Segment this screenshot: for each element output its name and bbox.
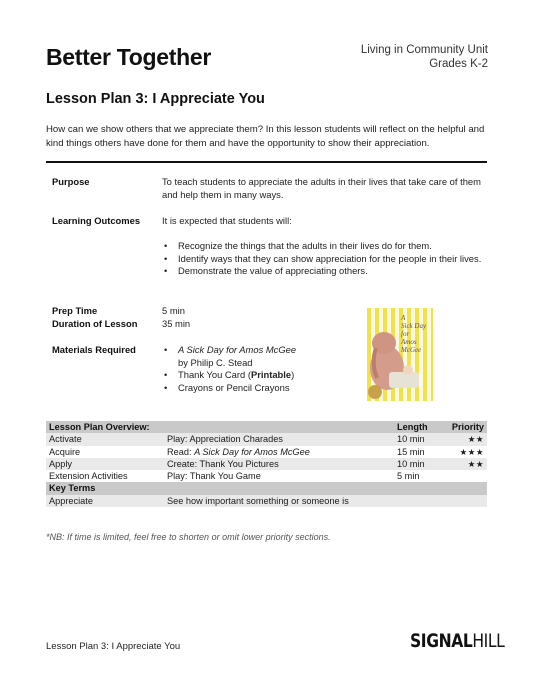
footer-label: Lesson Plan 3: I Appreciate You — [46, 641, 181, 652]
length-header: Length — [394, 421, 444, 433]
card-text: Thank You Card ( — [178, 369, 251, 380]
activity-cell: Read: A Sick Day for Amos McGee — [164, 446, 394, 458]
priority-stars — [444, 470, 487, 482]
term-cell: Appreciate — [46, 495, 164, 507]
phase-cell: Acquire — [46, 446, 164, 458]
table-row — [46, 495, 487, 507]
lesson-title: Lesson Plan 3: I Appreciate You — [46, 91, 265, 107]
cover-title-mcgee: McGee — [401, 346, 422, 354]
table-row — [46, 433, 487, 445]
list-item — [162, 369, 362, 382]
cover-title-a: A — [401, 314, 406, 322]
priority-note: *NB: If time is limited, feel free to shorten or omit lower priority sections. — [46, 532, 331, 542]
book-cover-image — [367, 308, 433, 401]
definition-cell: See how important something or someone is — [164, 495, 487, 507]
outcomes-label: Learning Outcomes — [52, 215, 141, 226]
priority-stars: ★★ — [444, 458, 487, 470]
table-row — [46, 446, 487, 458]
list-item: • Demonstrate the value of appreciating others. — [162, 265, 487, 278]
phase-cell: Apply — [46, 458, 164, 470]
prep-time-value: 5 min — [162, 305, 185, 316]
divider — [46, 161, 487, 163]
activity-cell: Create: Thank You Pictures — [164, 458, 394, 470]
materials-list — [162, 344, 362, 394]
purpose-label: Purpose — [52, 176, 90, 187]
table-row — [46, 458, 487, 470]
length-cell: 15 min — [394, 446, 444, 458]
lesson-overview-table — [46, 421, 487, 507]
priority-header: Priority — [444, 421, 487, 433]
book-author: by Philip C. Stead — [178, 356, 253, 368]
list-item: • Recognize the things that the adults in their lives do for them. — [162, 240, 487, 253]
book-title: A Sick Day for Amos McGee — [178, 344, 297, 355]
activity-cell: Play: Appreciation Charades — [164, 433, 394, 445]
lesson-intro: How can we show others that we appreciate them? In this lesson students will reflect on the helpful and kind things others have done for them and have the opportunity to show their appreciation. — [46, 124, 485, 149]
logo-light-text: HILL — [472, 630, 505, 652]
list-item: • Identify ways that they can show appreciation for the people in their lives. — [162, 253, 487, 266]
printable-link[interactable]: Printable — [250, 369, 292, 380]
table-row — [46, 470, 487, 482]
card-text-suffix: ) — [291, 369, 295, 380]
duration-label: Duration of Lesson — [52, 318, 138, 329]
length-cell: 10 min — [394, 433, 444, 445]
unit-info — [361, 43, 488, 71]
duration-value: 35 min — [162, 318, 191, 329]
length-cell: 10 min — [394, 458, 444, 470]
grade-level: Grades K-2 — [429, 58, 488, 70]
purpose-text: To teach students to appreciate the adults in their lives that take care of them and help them in many ways. — [162, 176, 481, 200]
cover-title-amos: Amos — [401, 338, 417, 346]
phase-cell: Activate — [46, 433, 164, 445]
length-cell: 5 min — [394, 470, 444, 482]
page-title: Better Together — [46, 44, 212, 70]
priority-stars: ★★ — [444, 433, 487, 445]
cover-title-sick-day: Sick Day — [401, 322, 427, 330]
cover-title-for: for — [401, 330, 410, 338]
amos-figure — [403, 365, 413, 375]
key-terms-header: Key Terms — [46, 482, 487, 494]
materials-label: Materials Required — [52, 344, 136, 355]
blanket — [389, 372, 419, 388]
table-header-row — [46, 421, 487, 433]
prep-time-label: Prep Time — [52, 305, 98, 316]
activity-cell: Play: Thank You Game — [164, 470, 394, 482]
outcomes-list — [162, 240, 487, 278]
list-item: • Crayons or Pencil Crayons — [162, 382, 362, 395]
phase-cell: Extension Activities — [46, 470, 164, 482]
key-terms-header-row — [46, 482, 487, 494]
list-item — [162, 344, 362, 369]
overview-header: Lesson Plan Overview: — [46, 421, 394, 433]
signal-hill-logo — [410, 630, 525, 652]
priority-stars: ★★★ — [444, 446, 487, 458]
logo-bold-text: SIGNAL — [410, 630, 473, 652]
unit-name: Living in Community Unit — [360, 44, 488, 56]
outcomes-intro: It is expected that students will: — [162, 215, 292, 226]
award-medal-icon — [368, 385, 382, 399]
